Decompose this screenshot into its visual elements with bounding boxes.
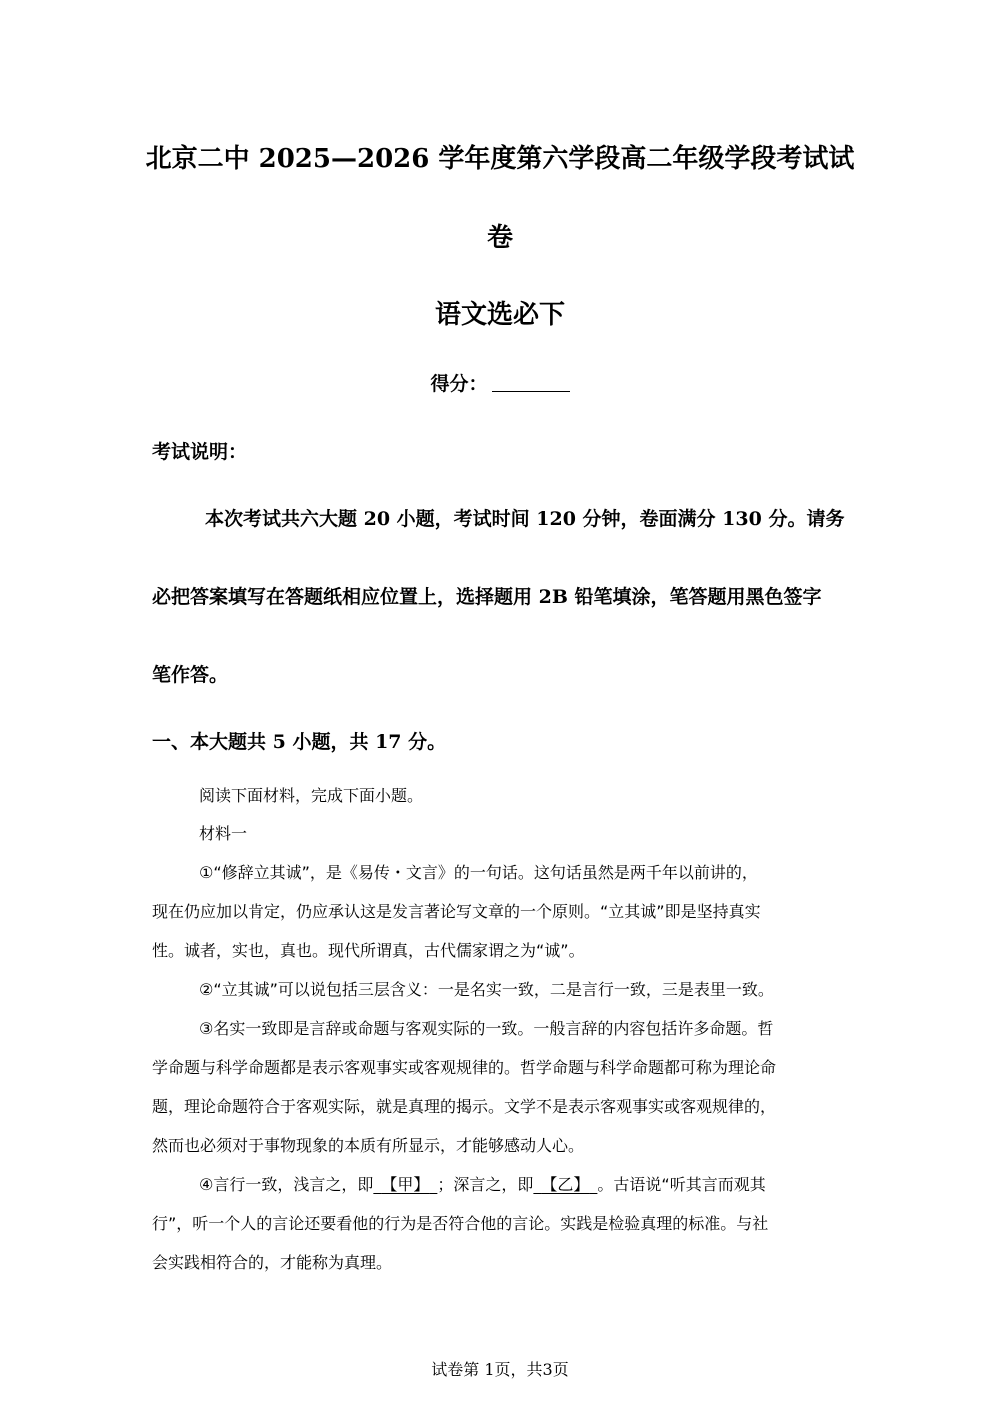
score-line bbox=[100, 369, 900, 396]
blank-jia: 【甲】 bbox=[381, 1175, 430, 1194]
score-blank[interactable] bbox=[492, 373, 570, 392]
exam-subtitle: 语文选必下 bbox=[434, 300, 565, 330]
exam-title-line2: 卷 bbox=[486, 223, 513, 253]
instructions-heading: 考试说明： bbox=[152, 441, 248, 463]
score-label: 得分： bbox=[430, 373, 488, 395]
paragraph4-post: 。古语说“听其言而观其 bbox=[597, 1175, 766, 1194]
paragraph4-line3: 会实践相符合的，才能称为真理。 bbox=[152, 1253, 393, 1272]
instructions-line-1: 本次考试共六大题 20 小题，考试时间 120 分钟，卷面满分 130 分。请务 bbox=[205, 508, 845, 530]
blank-yi: 【乙】 bbox=[541, 1175, 590, 1194]
paragraph2: ②“立其诚”可以说包括三层含义：一是名实一致，二是言行一致，三是表里一致。 bbox=[199, 980, 774, 999]
paragraph4-line1 bbox=[199, 1172, 766, 1195]
paragraph4-line2: 行”，听一个人的言论还要看他的行为是否符合他的言论。实践是检验真理的标准。与社 bbox=[152, 1214, 769, 1233]
paragraph1-line2: 现在仍应加以肯定，仍应承认这是发言著论写文章的一个原则。“立其诚”即是坚持真实 bbox=[152, 902, 761, 921]
page-footer: 试卷第 1页，共3页 bbox=[431, 1360, 569, 1379]
section1-heading: 一、本大题共 5 小题，共 17 分。 bbox=[152, 731, 447, 753]
paragraph3-line3: 题，理论命题符合于客观实际，就是真理的揭示。文学不是表示客观事实或客观规律的， bbox=[152, 1097, 777, 1116]
exam-title-line1: 北京二中 2025—2026 学年度第六学段高二年级学段考试试 bbox=[145, 144, 855, 174]
paragraph1-line3: 性。诚者，实也，真也。现代所谓真，古代儒家谓之为“诚”。 bbox=[152, 941, 585, 960]
paragraph1-line1: ①“修辞立其诚”，是《易传・文言》的一句话。这句话虽然是两千年以前讲的， bbox=[199, 863, 758, 882]
reading-prompt: 阅读下面材料，完成下面小题。 bbox=[199, 786, 424, 805]
paragraph3-line2: 学命题与科学命题都是表示客观事实或客观规律的。哲学命题与科学命题都可称为理论命 bbox=[152, 1058, 777, 1077]
instructions-line-3: 笔作答。 bbox=[152, 664, 229, 686]
paragraph4-pre: ④言行一致，浅言之，即 bbox=[199, 1175, 374, 1194]
paragraph3-line4: 然而也必须对于事物现象的本质有所显示，才能够感动人心。 bbox=[152, 1136, 585, 1155]
paragraph3-line1: ③名实一致即是言辞或命题与客观实际的一致。一般言辞的内容包括许多命题。哲 bbox=[199, 1019, 774, 1038]
paragraph4-mid: ；深言之，即 bbox=[437, 1175, 534, 1194]
material-label: 材料一 bbox=[199, 824, 248, 843]
instructions-line-2: 必把答案填写在答题纸相应位置上，选择题用 2B 铅笔填涂，笔答题用黑色签字 bbox=[152, 586, 822, 608]
